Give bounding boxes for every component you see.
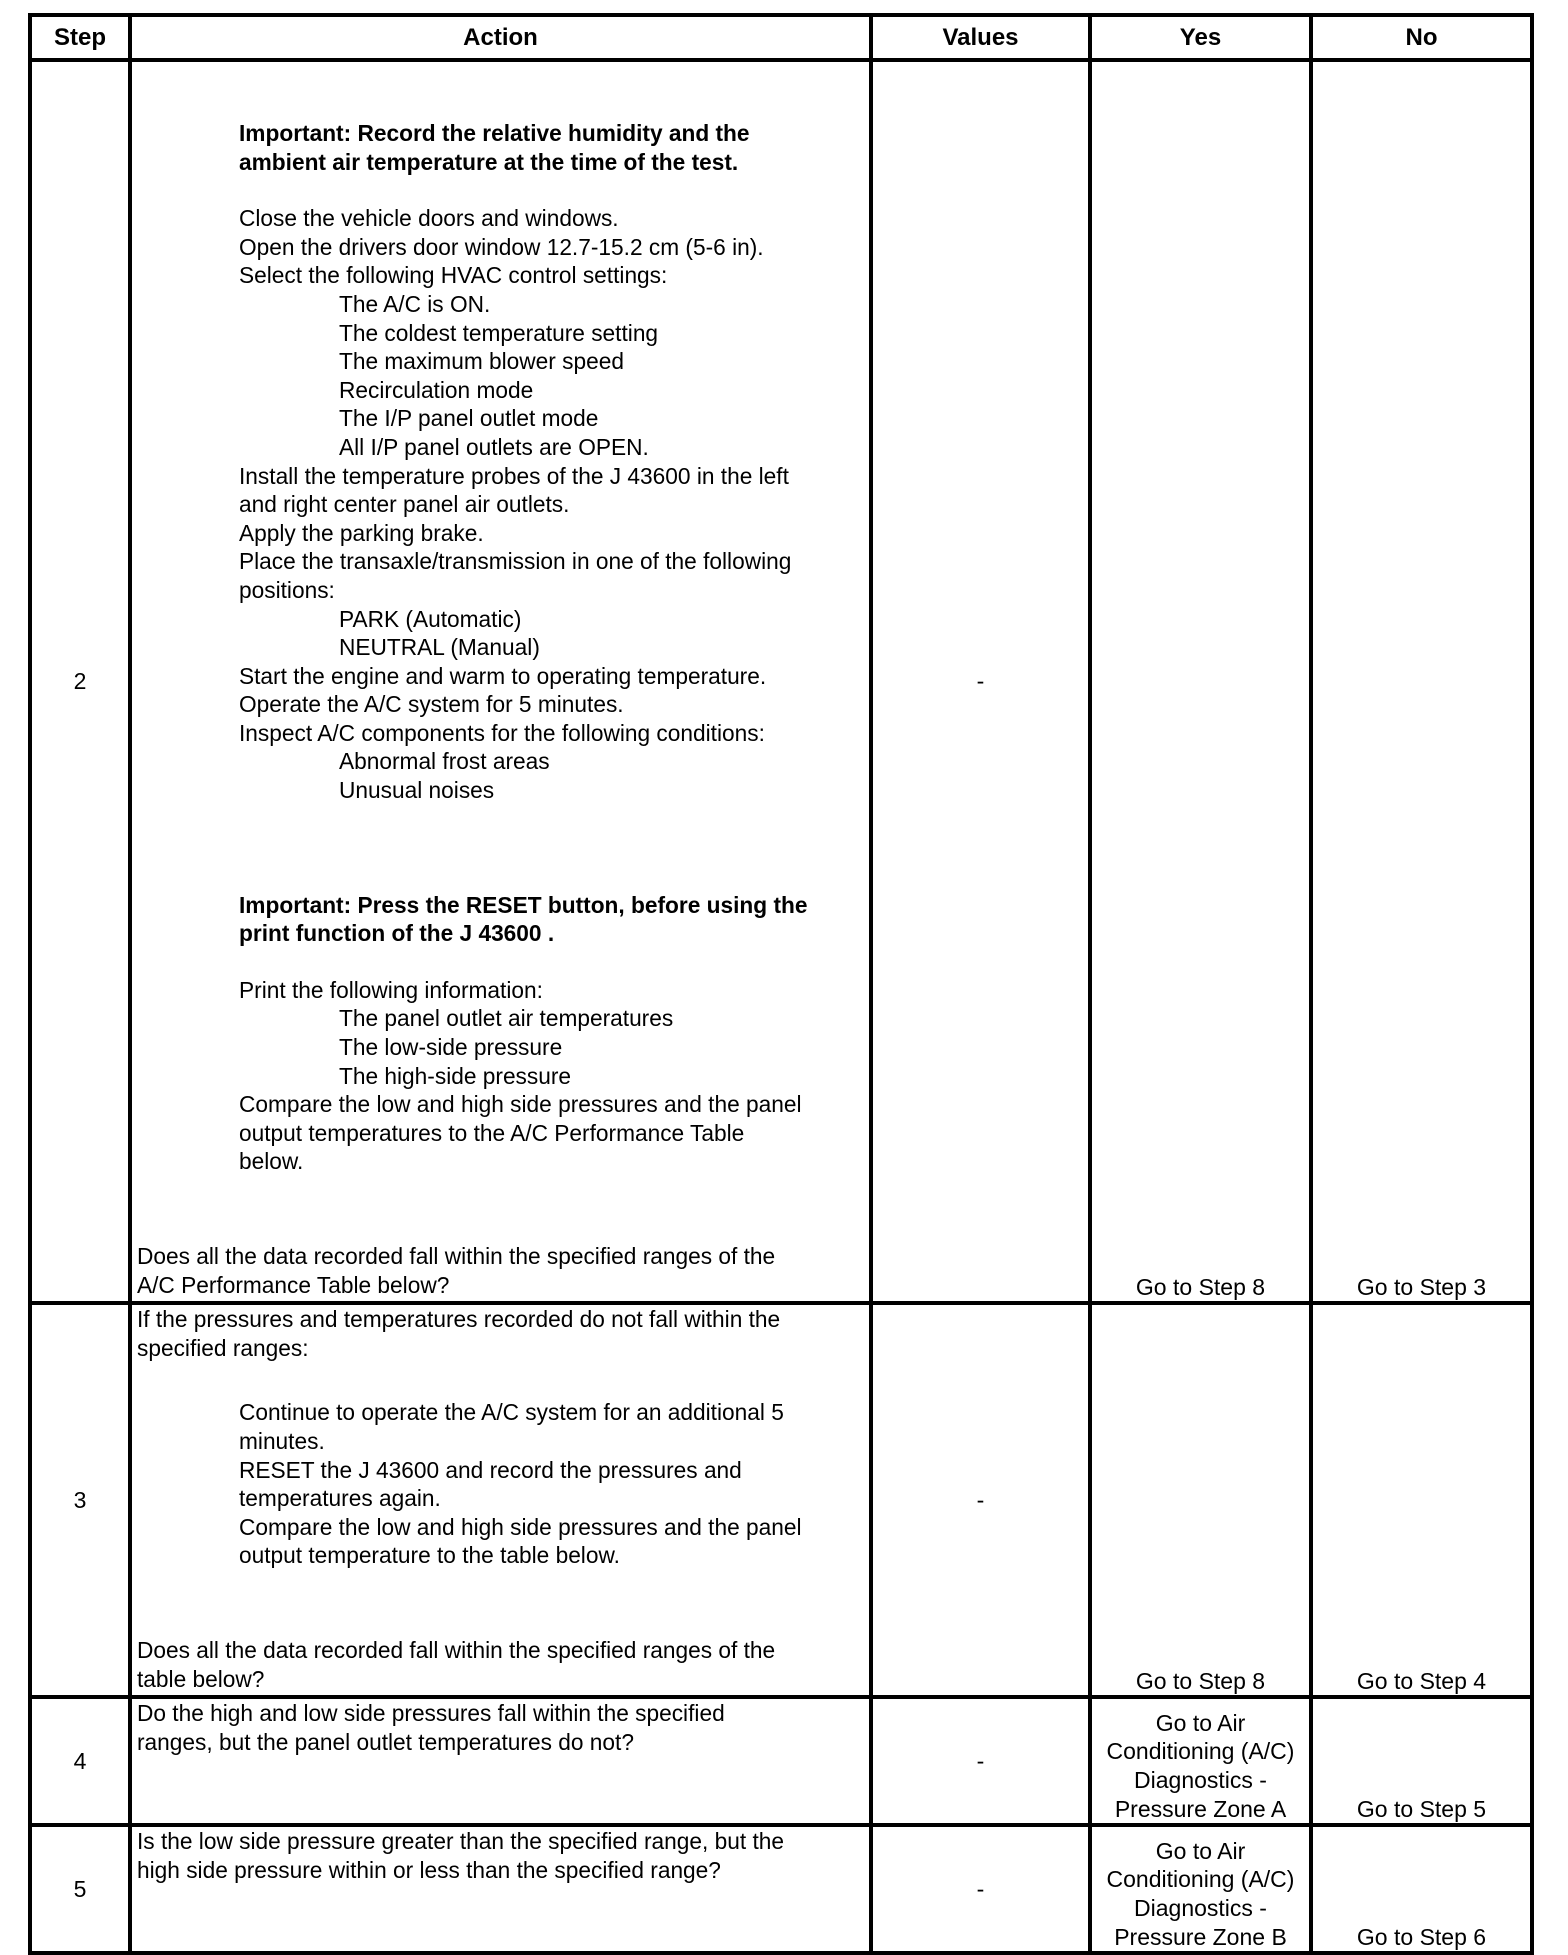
instruction-list: Print the following information: xyxy=(239,976,543,1003)
instruction-list: Install the temperature probes of the J 43600 in the left and right center panel air outlets. Apply the parking brake. Place the transaxle/transmission in one of the following positions: xyxy=(239,462,792,603)
yes-cell: Go to Step 8 xyxy=(1090,60,1311,1303)
table-row-step-3 xyxy=(30,1303,1532,1697)
question-text: Is the low side pressure greater than the specified range, but the high side pressure within or less than the specified range? xyxy=(137,1828,784,1883)
instruction-list: Close the vehicle doors and windows. Open the drivers door window 12.7-15.2 cm (5-6 in). Select the following HVAC control settings: xyxy=(239,205,764,289)
action-cell xyxy=(130,1303,871,1697)
header-yes: Yes xyxy=(1090,15,1311,60)
instruction-list: Compare the low and high side pressures and the panel output temperatures to the A/C Performance Table below. xyxy=(239,1091,802,1175)
header-step: Step xyxy=(30,15,130,60)
important-note: Important: Record the relative humidity and the ambient air temperature at the time of the test. xyxy=(239,120,750,175)
header-row xyxy=(30,15,1532,60)
action-cell xyxy=(130,1697,871,1825)
table-row-step-5 xyxy=(30,1825,1532,1953)
table-row-step-2 xyxy=(30,60,1532,1303)
no-cell: Go to Step 4 xyxy=(1311,1303,1532,1697)
table-row-step-4 xyxy=(30,1697,1532,1825)
question-text: Does all the data recorded fall within the specified ranges of the A/C Performance Table below? xyxy=(137,1243,776,1298)
header-action: Action xyxy=(130,15,871,60)
instruction-list: Start the engine and warm to operating temperature. Operate the A/C system for 5 minutes. Inspect A/C components for the following conditions: xyxy=(239,662,767,746)
positions-list: PARK (Automatic) NEUTRAL (Manual) xyxy=(339,605,540,661)
action-cell xyxy=(130,1825,871,1953)
no-cell: Go to Step 5 xyxy=(1311,1697,1532,1825)
header-no: No xyxy=(1311,15,1532,60)
no-cell: Go to Step 3 xyxy=(1311,60,1532,1303)
yes-cell: Go to Step 8 xyxy=(1090,1303,1311,1697)
diagnostic-table xyxy=(28,13,1534,1955)
values-cell: - xyxy=(871,60,1090,1303)
yes-cell: Go to Air Conditioning (A/C) Diagnostics - Pressure Zone A xyxy=(1090,1697,1311,1825)
no-cell: Go to Step 6 xyxy=(1311,1825,1532,1953)
yes-cell: Go to Air Conditioning (A/C) Diagnostics - Pressure Zone B xyxy=(1090,1825,1311,1953)
important-note: Important: Press the RESET button, before using the print function of the J 43600 . xyxy=(239,891,808,947)
question-text: Does all the data recorded fall within the specified ranges of the table below? xyxy=(137,1636,776,1692)
step-number: 2 xyxy=(30,60,130,1303)
header-values: Values xyxy=(871,15,1090,60)
hvac-settings-list: The A/C is ON. The coldest temperature setting The maximum blower speed Recirculation mode The I/P panel outlet mode All I/P panel outlets are OPEN. xyxy=(339,290,659,460)
step-number: 5 xyxy=(30,1825,130,1953)
conditions-list: Abnormal frost areas Unusual noises xyxy=(339,748,550,804)
print-items-list: The panel outlet air temperatures The low-side pressure The high-side pressure xyxy=(339,1005,674,1089)
step-number: 3 xyxy=(30,1303,130,1697)
step-number: 4 xyxy=(30,1697,130,1825)
values-cell: - xyxy=(871,1825,1090,1953)
action-cell xyxy=(130,60,871,1303)
values-cell: - xyxy=(871,1697,1090,1825)
question-text: Do the high and low side pressures fall within the specified ranges, but the panel outlet temperatures do not? xyxy=(137,1700,725,1755)
instruction-list: Continue to operate the A/C system for an additional 5 minutes. RESET the J 43600 and record the pressures and temperatures again. Compare the low and high side pressures and the panel output temperature to the table below. xyxy=(239,1399,802,1569)
intro-text: If the pressures and temperatures recorded do not fall within the specified ranges: xyxy=(137,1306,781,1361)
values-cell: - xyxy=(871,1303,1090,1697)
